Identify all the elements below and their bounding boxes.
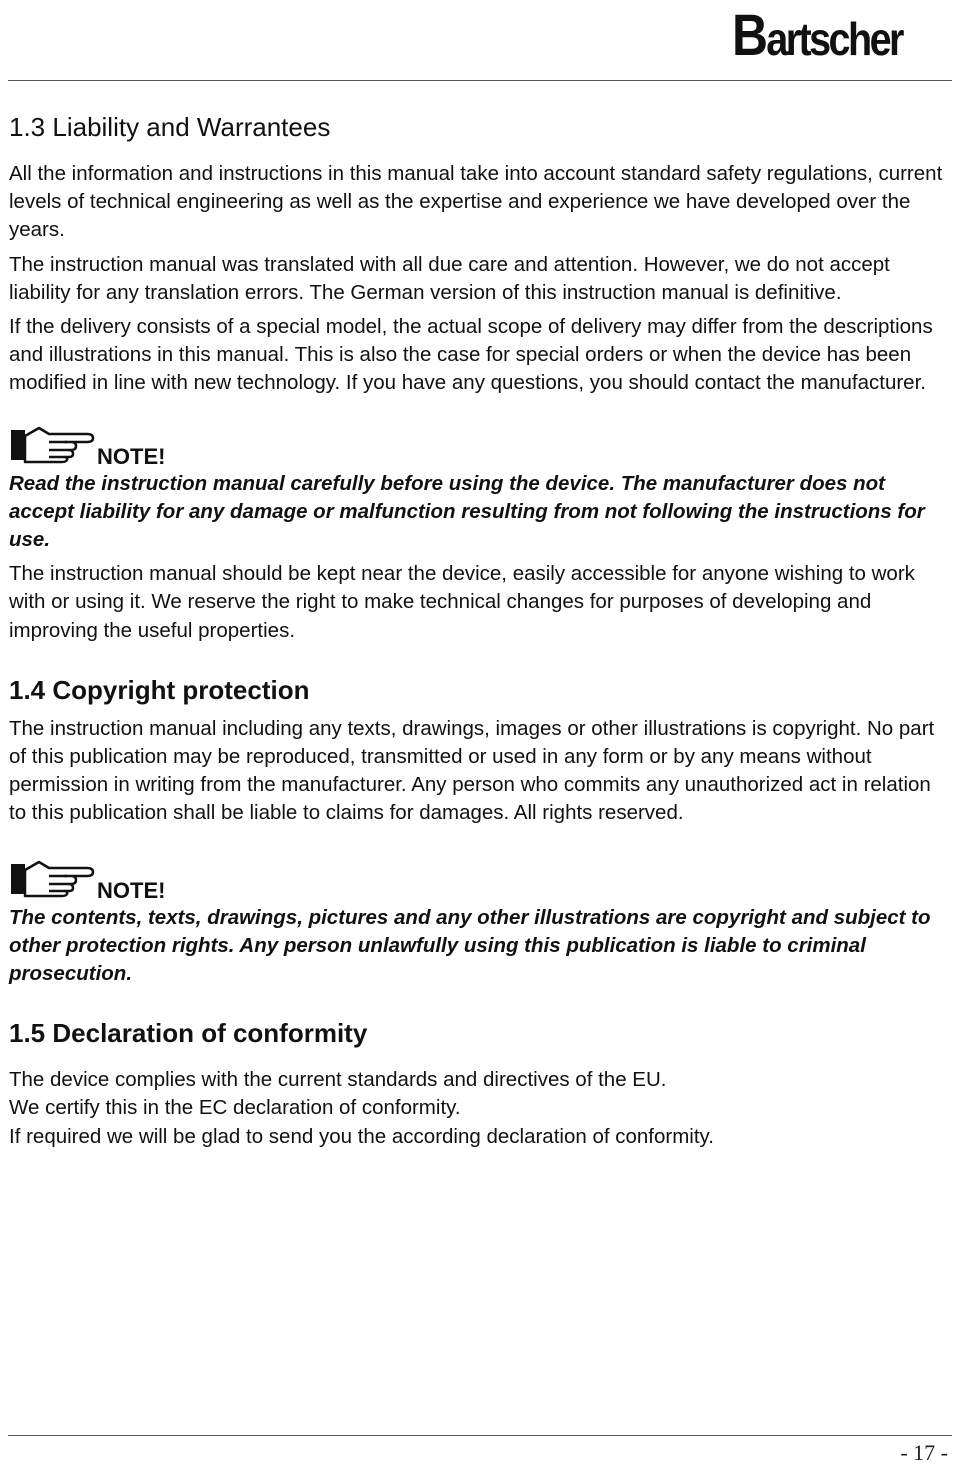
note-label: NOTE!: [97, 443, 166, 469]
pointing-hand-icon: [9, 424, 95, 464]
section-title-copyright: 1.4 Copyright protection: [9, 674, 310, 705]
brand-logo: [732, 3, 902, 68]
header-divider: [8, 80, 952, 81]
note-text: The contents, texts, drawings, pictures and any other illustrations are copyright and subject to other protection rights. Any person unlawfully using this publication is liable to criminal prosecution.: [9, 905, 931, 986]
paragraph-line: We certify this in the EC declaration of conformity.: [9, 1096, 461, 1120]
paragraph: The instruction manual should be kept near the device, easily accessible for anyone wishing to work with or using it. We reserve the right to make technical changes for purposes of developing and improving the useful properties.: [9, 562, 915, 642]
brand-logo-initial: B: [732, 3, 767, 68]
document-body: [9, 108, 949, 1151]
paragraph: If the delivery consists of a special model, the actual scope of delivery may differ from the descriptions and illustrations in this manual. This is also the case for special orders or when the device has been modified in line with new technology. If you have any questions, you should contact the manufacturer.: [9, 315, 933, 395]
paragraph-line: The device complies with the current standards and directives of the EU.: [9, 1068, 667, 1092]
note-header: [9, 854, 949, 903]
paragraph: The instruction manual including any texts, drawings, images or other illustrations is copyright. No part of this publication may be reproduced, transmitted or used in any form or by any means without permission in writing from the manufacturer. Any person who commits any unauthorized act in relation to this publication shall be liable to claims for damages. All rights reserved.: [9, 716, 935, 825]
note-text: Read the instruction manual carefully before using the device. The manufacturer does not accept liability for any damage or malfunction resulting from not following the instructions for use.: [9, 471, 925, 552]
pointing-hand-icon: [9, 858, 95, 898]
page-number: - 17 -: [900, 1440, 948, 1465]
section-title-conformity: 1.5 Declaration of conformity: [9, 1018, 368, 1049]
section-title-liability: 1.3 Liability and Warrantees: [9, 112, 331, 142]
paragraph: The instruction manual was translated with all due care and attention. However, we do not accept liability for any translation errors. The German version of this instruction manual is definitive.: [9, 252, 890, 304]
brand-logo-text: artscher: [766, 13, 902, 65]
note-label: NOTE!: [97, 877, 166, 903]
footer-divider: [8, 1435, 952, 1436]
note-header: [9, 420, 949, 469]
paragraph: All the information and instructions in this manual take into account standard safety regulations, current levels of technical engineering as well as the expertise and experience we have developed over the years.: [9, 162, 943, 242]
paragraph-line: If required we will be glad to send you the according declaration of conformity.: [9, 1124, 714, 1148]
